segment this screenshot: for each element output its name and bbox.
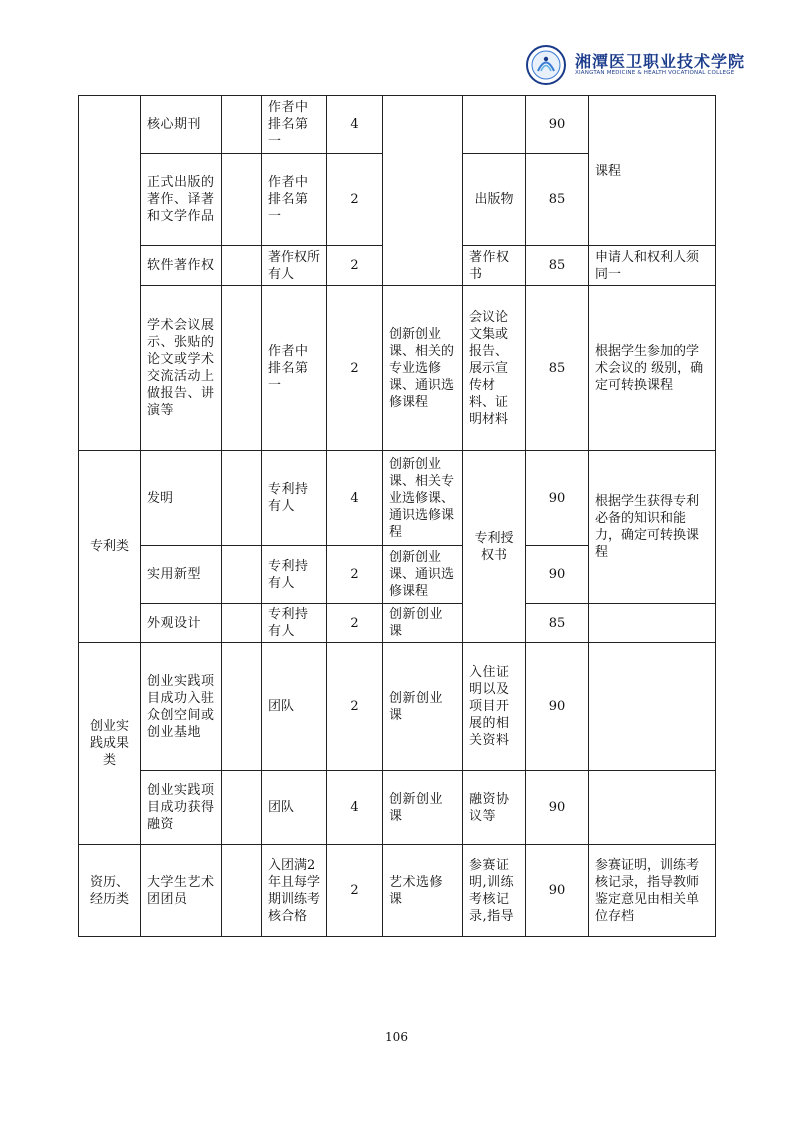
- score-cell: 90: [526, 771, 589, 845]
- score-cell: 90: [526, 643, 589, 771]
- note-cell: 课程: [589, 96, 716, 246]
- table-row: [79, 96, 716, 154]
- credit-cell: 2: [327, 246, 383, 286]
- empty-cell: [222, 451, 262, 546]
- subject-cell: 团队: [262, 771, 327, 845]
- score-cell: 90: [526, 96, 589, 154]
- item-cell: 创业实践项目成功获得融资: [141, 771, 222, 845]
- item-cell: 实用新型: [141, 546, 222, 604]
- credit-cell: 2: [327, 546, 383, 604]
- item-cell: 学术会议展示、张贴的论文或学术交流活动上做报告、讲演等: [141, 286, 222, 451]
- empty-cell: [222, 246, 262, 286]
- table-row: [79, 845, 716, 937]
- proof-cell: 出版物: [463, 154, 526, 246]
- score-cell: 90: [526, 845, 589, 937]
- table-row: [79, 643, 716, 771]
- credit-cell: 4: [327, 451, 383, 546]
- category-cell: 创业实践成果类: [79, 643, 141, 845]
- empty-cell: [222, 643, 262, 771]
- empty-cell: [222, 96, 262, 154]
- credit-conversion-table: [78, 95, 716, 937]
- note-cell: [589, 604, 716, 643]
- course-cell: 创新创业课: [383, 643, 463, 771]
- score-cell: 85: [526, 246, 589, 286]
- credit-cell: 4: [327, 96, 383, 154]
- credit-cell: 4: [327, 771, 383, 845]
- credit-cell: 2: [327, 604, 383, 643]
- score-cell: 90: [526, 451, 589, 546]
- proof-cell: [463, 96, 526, 154]
- course-cell: 创新创业课、通识选修课程: [383, 546, 463, 604]
- table-row: [79, 604, 716, 643]
- credit-cell: 2: [327, 154, 383, 246]
- course-cell: 创新创业课: [383, 604, 463, 643]
- table-row: [79, 286, 716, 451]
- note-cell: 根据学生参加的学术会议的 级别，确定可转换课程: [589, 286, 716, 451]
- proof-cell: 著作权书: [463, 246, 526, 286]
- note-cell: [589, 643, 716, 771]
- subject-cell: 专利持有人: [262, 604, 327, 643]
- college-name-en: XIANGTAN MEDICINE & HEALTH VOCATIONAL COLLEGE: [575, 70, 735, 76]
- credit-cell: 2: [327, 845, 383, 937]
- note-cell: 根据学生获得专利必备的知识和能力，确定可转换课程: [589, 451, 716, 604]
- college-name: 湘潭医卫职业技术学院: [575, 52, 746, 71]
- subject-cell: 作者中排名第一: [262, 154, 327, 246]
- empty-cell: [222, 546, 262, 604]
- college-logo: [525, 44, 746, 88]
- proof-cell: 会议论文集或报告、展示宣传材料、证明材料: [463, 286, 526, 451]
- subject-cell: 专利持有人: [262, 451, 327, 546]
- subject-cell: 作者中排名第一: [262, 96, 327, 154]
- subject-cell: 作者中排名第一: [262, 286, 327, 451]
- page-number: 106: [385, 1030, 408, 1044]
- proof-cell: 入住证明以及项目开展的相关资料: [463, 643, 526, 771]
- credit-cell: 2: [327, 643, 383, 771]
- note-cell: 参赛证明，训练考核记录，指导教师鉴定意见由相关单位存档: [589, 845, 716, 937]
- item-cell: 正式出版的著作、译著和文学作品: [141, 154, 222, 246]
- credit-cell: 2: [327, 286, 383, 451]
- category-cell: 资历、经历类: [79, 845, 141, 937]
- course-cell: 创新创业课、相关的专业选修课、通识选修课程: [383, 286, 463, 451]
- empty-cell: [222, 845, 262, 937]
- subject-cell: 团队: [262, 643, 327, 771]
- empty-cell: [222, 154, 262, 246]
- proof-cell: 参赛证明,训练考核记录,指导: [463, 845, 526, 937]
- empty-cell: [222, 286, 262, 451]
- item-cell: 发明: [141, 451, 222, 546]
- subject-cell: 入团满2年且每学期训练考核合格: [262, 845, 327, 937]
- score-cell: 85: [526, 286, 589, 451]
- course-cell: 艺术选修课: [383, 845, 463, 937]
- item-cell: 创业实践项目成功入驻众创空间或创业基地: [141, 643, 222, 771]
- table-row: [79, 451, 716, 546]
- item-cell: 核心期刊: [141, 96, 222, 154]
- college-emblem-icon: [525, 44, 567, 86]
- subject-cell: 著作权所有人: [262, 246, 327, 286]
- score-cell: 85: [526, 604, 589, 643]
- empty-cell: [222, 771, 262, 845]
- proof-cell: 融资协议等: [463, 771, 526, 845]
- proof-cell: 专利授权书: [463, 451, 526, 643]
- category-cell: 专利类: [79, 451, 141, 643]
- table-row: [79, 771, 716, 845]
- item-cell: 软件著作权: [141, 246, 222, 286]
- course-cell: 创新创业课: [383, 771, 463, 845]
- score-cell: 90: [526, 546, 589, 604]
- item-cell: 外观设计: [141, 604, 222, 643]
- item-cell: 大学生艺术团团员: [141, 845, 222, 937]
- course-cell: 创新创业课、相关专业选修课、通识选修课程: [383, 451, 463, 546]
- score-cell: 85: [526, 154, 589, 246]
- empty-cell: [222, 604, 262, 643]
- note-cell: 申请人和权利人须同一: [589, 246, 716, 286]
- category-cell: [79, 96, 141, 451]
- subject-cell: 专利持有人: [262, 546, 327, 604]
- course-cell: [383, 96, 463, 286]
- note-cell: [589, 771, 716, 845]
